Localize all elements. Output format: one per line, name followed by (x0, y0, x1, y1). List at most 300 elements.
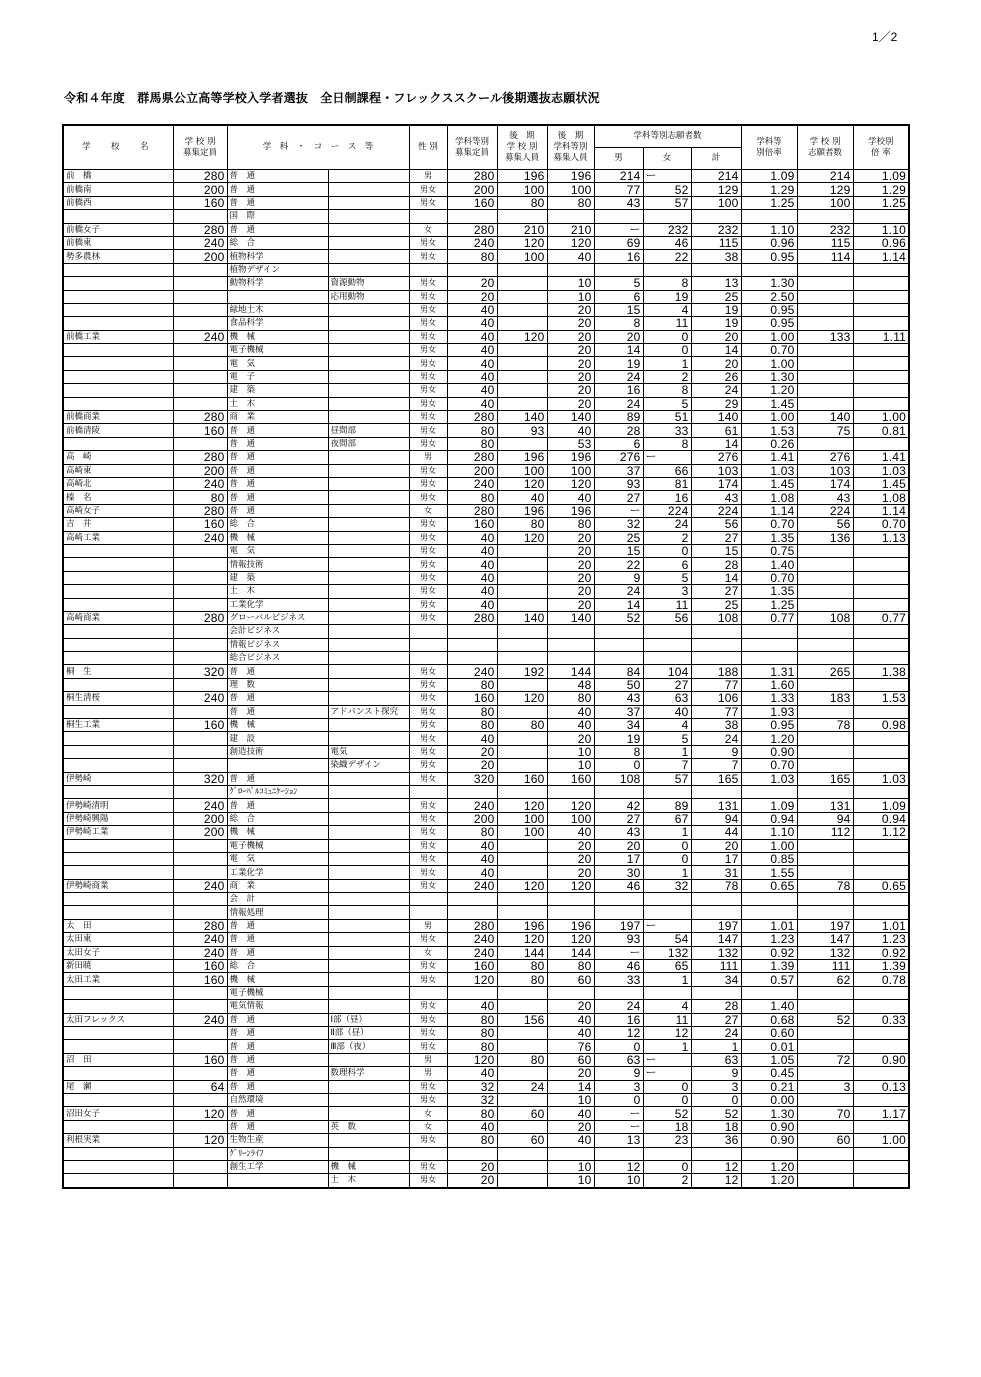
course: 総 合 (227, 236, 328, 249)
table-row (63, 1027, 909, 1040)
total-applicants (691, 638, 741, 651)
total-applicants (691, 625, 741, 638)
course: 工業化学 (227, 866, 328, 879)
late-school-capacity: 156 (497, 1013, 547, 1026)
female-applicants: ー (643, 170, 691, 183)
school-ratio: 1.29 (853, 183, 909, 196)
table-row (63, 946, 909, 959)
sex: 男女 (409, 678, 447, 691)
sex: 男女 (409, 933, 447, 946)
dept-ratio: 1.20 (741, 1160, 797, 1173)
course-sub (328, 504, 409, 517)
course-sub (328, 1134, 409, 1147)
late-dept-capacity: 10 (547, 1174, 594, 1188)
course-sub (328, 906, 409, 919)
school-name: 伊勢崎清明 (63, 799, 173, 812)
school-capacity (173, 1093, 227, 1106)
male-applicants: 93 (594, 477, 643, 490)
dept-ratio: 0.01 (741, 1040, 797, 1053)
dept-capacity: 20 (447, 759, 497, 772)
course: 普 通 (227, 437, 328, 450)
sex (409, 625, 447, 638)
female-applicants: 52 (643, 1107, 691, 1120)
course-sub (328, 344, 409, 357)
school-applicants: 60 (797, 1134, 853, 1147)
female-applicants: 0 (643, 330, 691, 343)
school-applicants (797, 384, 853, 397)
school-ratio: 0.94 (853, 812, 909, 825)
late-dept-capacity: 20 (547, 357, 594, 370)
total-applicants: 94 (691, 812, 741, 825)
late-school-capacity: 80 (497, 719, 547, 732)
late-school-capacity: 120 (497, 879, 547, 892)
dept-ratio: 0.90 (741, 1120, 797, 1133)
course-sub (328, 357, 409, 370)
course: 普 通 (227, 170, 328, 183)
dept-capacity: 40 (447, 531, 497, 544)
sex: 男女 (409, 424, 447, 437)
table-row (63, 879, 909, 892)
school-ratio: 1.23 (853, 933, 909, 946)
school-applicants (797, 906, 853, 919)
dept-capacity: 40 (447, 866, 497, 879)
school-ratio (853, 290, 909, 303)
female-applicants: 2 (643, 531, 691, 544)
male-applicants: 63 (594, 1053, 643, 1066)
late-school-capacity (497, 384, 547, 397)
school-ratio: 0.96 (853, 236, 909, 249)
table-row (63, 638, 909, 651)
course-sub (328, 263, 409, 276)
table-row (63, 839, 909, 852)
dept-capacity: 32 (447, 1093, 497, 1106)
school-capacity (173, 1147, 227, 1160)
female-applicants: 24 (643, 518, 691, 531)
late-dept-capacity (547, 893, 594, 906)
dept-capacity: 240 (447, 799, 497, 812)
school-applicants: 56 (797, 518, 853, 531)
school-applicants (797, 986, 853, 999)
school-name (63, 544, 173, 557)
male-applicants (594, 906, 643, 919)
table-row (63, 1107, 909, 1120)
course: 総 合 (227, 518, 328, 531)
course: 普 通 (227, 692, 328, 705)
school-name: 高崎女子 (63, 504, 173, 517)
dept-capacity: 200 (447, 812, 497, 825)
male-applicants: 6 (594, 437, 643, 450)
course-sub (328, 491, 409, 504)
dept-capacity: 40 (447, 1067, 497, 1080)
school-capacity: 280 (173, 223, 227, 236)
total-applicants (691, 263, 741, 276)
male-applicants: 37 (594, 464, 643, 477)
late-dept-capacity (547, 263, 594, 276)
dept-capacity: 80 (447, 424, 497, 437)
dept-capacity: 80 (447, 1134, 497, 1147)
school-capacity: 160 (173, 424, 227, 437)
male-applicants: 24 (594, 585, 643, 598)
school-name: 伊勢崎興陽 (63, 812, 173, 825)
dept-ratio: 0.90 (741, 745, 797, 758)
sex: 男女 (409, 879, 447, 892)
table-row (63, 303, 909, 316)
course: 機 械 (227, 719, 328, 732)
male-applicants (594, 638, 643, 651)
school-ratio: 1.03 (853, 464, 909, 477)
dept-capacity: 280 (447, 170, 497, 183)
school-capacity: 280 (173, 504, 227, 517)
female-applicants: 1 (643, 1040, 691, 1053)
school-applicants: 197 (797, 919, 853, 932)
school-ratio (853, 1027, 909, 1040)
table-row (63, 357, 909, 370)
dept-capacity: 80 (447, 719, 497, 732)
dept-ratio: 1.39 (741, 960, 797, 973)
course (227, 290, 328, 303)
header-sex: 性 別 (409, 125, 447, 170)
male-applicants: 43 (594, 826, 643, 839)
course-sub (328, 1147, 409, 1160)
total-applicants: 38 (691, 250, 741, 263)
late-dept-capacity (547, 210, 594, 223)
male-applicants: 52 (594, 611, 643, 624)
male-applicants: 197 (594, 919, 643, 932)
late-dept-capacity: 60 (547, 973, 594, 986)
sex: 男女 (409, 277, 447, 290)
late-dept-capacity: 140 (547, 411, 594, 424)
late-dept-capacity: 196 (547, 170, 594, 183)
school-applicants (797, 839, 853, 852)
course-sub (328, 250, 409, 263)
late-school-capacity: 120 (497, 933, 547, 946)
sex: 男女 (409, 705, 447, 718)
school-name: 前橋東 (63, 236, 173, 249)
dept-ratio: 1.40 (741, 558, 797, 571)
dept-ratio: 1.55 (741, 866, 797, 879)
sex: 男女 (409, 250, 447, 263)
school-ratio: 1.01 (853, 919, 909, 932)
school-name: 沼 田 (63, 1053, 173, 1066)
school-ratio: 0.77 (853, 611, 909, 624)
school-ratio (853, 585, 909, 598)
dept-ratio: 1.25 (741, 598, 797, 611)
course-sub (328, 558, 409, 571)
school-ratio (853, 678, 909, 691)
school-capacity: 200 (173, 464, 227, 477)
dept-ratio: 0.70 (741, 344, 797, 357)
late-school-capacity: 120 (497, 477, 547, 490)
dept-capacity: 280 (447, 611, 497, 624)
course: 普 通 (227, 665, 328, 678)
header-late-school: 後 期 学 校 別 募集人員 (497, 125, 547, 170)
female-applicants (643, 638, 691, 651)
female-applicants (643, 263, 691, 276)
female-applicants: 56 (643, 611, 691, 624)
total-applicants: 7 (691, 759, 741, 772)
female-applicants: 224 (643, 504, 691, 517)
total-applicants: 18 (691, 1120, 741, 1133)
school-capacity: 280 (173, 411, 227, 424)
male-applicants: 50 (594, 678, 643, 691)
dept-capacity: 40 (447, 1000, 497, 1013)
course-sub (328, 370, 409, 383)
total-applicants: 29 (691, 397, 741, 410)
dept-capacity: 20 (447, 745, 497, 758)
dept-ratio: 1.09 (741, 170, 797, 183)
total-applicants: 111 (691, 960, 741, 973)
table-row (63, 973, 909, 986)
male-applicants: 10 (594, 1174, 643, 1188)
total-applicants: 14 (691, 571, 741, 584)
total-applicants: 115 (691, 236, 741, 249)
late-dept-capacity: 40 (547, 1107, 594, 1120)
table-row (63, 210, 909, 223)
dept-capacity: 80 (447, 250, 497, 263)
dept-ratio: 1.45 (741, 397, 797, 410)
sex: 男 (409, 1067, 447, 1080)
school-name (63, 986, 173, 999)
female-applicants: 33 (643, 424, 691, 437)
late-school-capacity (497, 1027, 547, 1040)
school-name (63, 558, 173, 571)
late-dept-capacity: 80 (547, 960, 594, 973)
total-applicants (691, 986, 741, 999)
sex: 男女 (409, 183, 447, 196)
late-dept-capacity: 20 (547, 1067, 594, 1080)
table-row (63, 1040, 909, 1053)
late-dept-capacity: 10 (547, 1160, 594, 1173)
total-applicants: 24 (691, 732, 741, 745)
school-ratio: 1.25 (853, 196, 909, 209)
course-sub: 昼間部 (328, 424, 409, 437)
sex (409, 263, 447, 276)
dept-ratio (741, 263, 797, 276)
late-dept-capacity: 20 (547, 839, 594, 852)
school-name: 尾 瀬 (63, 1080, 173, 1093)
male-applicants: ー (594, 1107, 643, 1120)
school-name: 高崎商業 (63, 611, 173, 624)
total-applicants: 31 (691, 866, 741, 879)
table-row (63, 652, 909, 665)
school-capacity: 240 (173, 531, 227, 544)
table-row (63, 504, 909, 517)
total-applicants: 13 (691, 277, 741, 290)
school-applicants: 174 (797, 477, 853, 490)
late-dept-capacity: 40 (547, 1013, 594, 1026)
table-row (63, 785, 909, 798)
school-ratio (853, 263, 909, 276)
dept-capacity: 40 (447, 571, 497, 584)
dept-ratio (741, 1147, 797, 1160)
total-applicants: 27 (691, 531, 741, 544)
late-school-capacity (497, 317, 547, 330)
school-name: 榛 名 (63, 491, 173, 504)
sex: 男女 (409, 558, 447, 571)
dept-ratio: 1.30 (741, 277, 797, 290)
course-sub (328, 692, 409, 705)
sex: 男女 (409, 370, 447, 383)
school-ratio (853, 839, 909, 852)
course-sub (328, 1053, 409, 1066)
school-name (63, 785, 173, 798)
school-name: 高 崎 (63, 451, 173, 464)
late-school-capacity (497, 1174, 547, 1188)
school-ratio: 1.39 (853, 960, 909, 973)
female-applicants: 0 (643, 1160, 691, 1173)
school-ratio (853, 705, 909, 718)
male-applicants: 8 (594, 745, 643, 758)
table-row (63, 1160, 909, 1173)
sex: 男女 (409, 531, 447, 544)
female-applicants (643, 625, 691, 638)
female-applicants (643, 785, 691, 798)
school-name (63, 893, 173, 906)
sex: 男女 (409, 799, 447, 812)
course: 電子機械 (227, 986, 328, 999)
course: ｸﾞﾛｰﾊﾞﾙｺﾐｭﾆｹｰｼｮﾝ (227, 785, 328, 798)
school-name: 高崎東 (63, 464, 173, 477)
school-capacity (173, 652, 227, 665)
course-sub (328, 973, 409, 986)
school-ratio (853, 1147, 909, 1160)
school-name (63, 678, 173, 691)
male-applicants: 12 (594, 1027, 643, 1040)
sex: 男女 (409, 411, 447, 424)
late-dept-capacity: 120 (547, 799, 594, 812)
sex: 男女 (409, 1134, 447, 1147)
male-applicants: 77 (594, 183, 643, 196)
total-applicants (691, 893, 741, 906)
dept-ratio: 0.57 (741, 973, 797, 986)
male-applicants: 27 (594, 812, 643, 825)
female-applicants (643, 1147, 691, 1160)
school-ratio: 1.38 (853, 665, 909, 678)
late-dept-capacity: 20 (547, 317, 594, 330)
late-school-capacity (497, 357, 547, 370)
sex: 男女 (409, 745, 447, 758)
dept-capacity (447, 652, 497, 665)
school-capacity: 320 (173, 665, 227, 678)
course: 普 通 (227, 196, 328, 209)
late-school-capacity (497, 344, 547, 357)
late-dept-capacity: 40 (547, 719, 594, 732)
female-applicants: ー (643, 1067, 691, 1080)
dept-ratio (741, 785, 797, 798)
dept-ratio (741, 906, 797, 919)
school-ratio: 1.00 (853, 411, 909, 424)
course-sub: Ⅱ部（昼） (328, 1027, 409, 1040)
female-applicants: ー (643, 919, 691, 932)
late-school-capacity: 120 (497, 330, 547, 343)
female-applicants: 8 (643, 384, 691, 397)
table-row (63, 290, 909, 303)
sex: 男女 (409, 812, 447, 825)
dept-ratio (741, 638, 797, 651)
late-dept-capacity: 20 (547, 732, 594, 745)
school-capacity (173, 852, 227, 865)
dept-ratio: 1.30 (741, 370, 797, 383)
late-dept-capacity: 196 (547, 451, 594, 464)
dept-ratio: 1.03 (741, 464, 797, 477)
female-applicants: 11 (643, 317, 691, 330)
dept-capacity: 280 (447, 919, 497, 932)
course-sub (328, 598, 409, 611)
school-capacity (173, 384, 227, 397)
course-sub (328, 384, 409, 397)
school-ratio (853, 210, 909, 223)
school-ratio (853, 745, 909, 758)
late-school-capacity (497, 678, 547, 691)
dept-capacity: 80 (447, 705, 497, 718)
school-name (63, 571, 173, 584)
school-ratio (853, 384, 909, 397)
male-applicants: 5 (594, 277, 643, 290)
school-name (63, 705, 173, 718)
school-applicants: 103 (797, 464, 853, 477)
school-applicants (797, 638, 853, 651)
male-applicants: 24 (594, 397, 643, 410)
female-applicants: 6 (643, 558, 691, 571)
female-applicants: ー (643, 451, 691, 464)
late-dept-capacity: 10 (547, 745, 594, 758)
male-applicants: 32 (594, 518, 643, 531)
dept-capacity: 200 (447, 183, 497, 196)
school-name: 前橋工業 (63, 330, 173, 343)
dept-capacity (447, 906, 497, 919)
table-row (63, 598, 909, 611)
dept-capacity (447, 785, 497, 798)
sex: 男女 (409, 1093, 447, 1106)
course-sub (328, 303, 409, 316)
table-row (63, 1080, 909, 1093)
total-applicants: 20 (691, 839, 741, 852)
school-capacity: 120 (173, 1107, 227, 1120)
school-name: 伊勢崎商業 (63, 879, 173, 892)
sex: 男女 (409, 1000, 447, 1013)
late-dept-capacity (547, 1147, 594, 1160)
dept-capacity: 280 (447, 223, 497, 236)
dept-capacity: 120 (447, 1053, 497, 1066)
sex: 男女 (409, 477, 447, 490)
course (227, 759, 328, 772)
school-capacity: 280 (173, 451, 227, 464)
total-applicants: 77 (691, 678, 741, 691)
course-sub: 英 数 (328, 1120, 409, 1133)
school-ratio (853, 1174, 909, 1188)
late-dept-capacity: 80 (547, 196, 594, 209)
school-ratio: 1.41 (853, 451, 909, 464)
course-sub (328, 531, 409, 544)
late-dept-capacity: 100 (547, 812, 594, 825)
total-applicants: 224 (691, 504, 741, 517)
course: 機 械 (227, 973, 328, 986)
male-applicants (594, 652, 643, 665)
course-sub (328, 638, 409, 651)
female-applicants: 8 (643, 277, 691, 290)
course-sub (328, 826, 409, 839)
table-row (63, 812, 909, 825)
school-applicants: 52 (797, 1013, 853, 1026)
school-applicants (797, 1120, 853, 1133)
school-applicants (797, 585, 853, 598)
female-applicants: 132 (643, 946, 691, 959)
school-capacity (173, 839, 227, 852)
late-dept-capacity: 20 (547, 866, 594, 879)
table-row (63, 183, 909, 196)
male-applicants: 89 (594, 411, 643, 424)
late-school-capacity (497, 585, 547, 598)
